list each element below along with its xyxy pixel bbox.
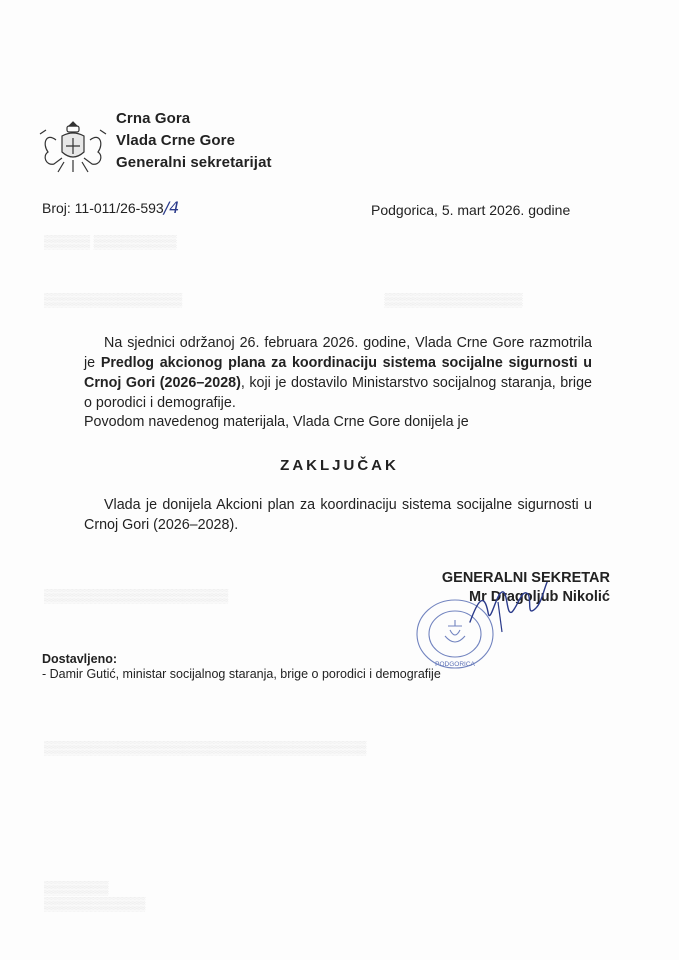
header-secretariat: Generalni sekretarijat: [116, 154, 272, 171]
header-country: Crna Gora: [116, 110, 191, 127]
bleed-through-text: ▒▒▒▒▒▒▒▒▒▒▒▒▒▒▒ ▒▒▒▒▒▒▒▒▒▒▒▒▒▒▒: [44, 292, 523, 307]
bleed-through-text: ▒▒▒▒▒▒▒▒▒▒▒▒▒▒▒▒▒▒▒▒▒▒▒▒▒▒▒▒▒▒▒▒▒▒▒: [44, 740, 367, 755]
stamp-city-text: PODGORICA: [435, 661, 475, 668]
signatory-role: GENERALNI SEKRETAR: [441, 570, 610, 586]
document-title: ZAKLJUČAK: [280, 457, 399, 474]
issuer-header: [116, 108, 272, 174]
plan-title-bold: Predlog akcionog plana za koordinaciju sistema socijalne sigurnosti u Crnoj Gori (2026–2028): [84, 355, 592, 391]
header-government: Vlada Crne Gore: [116, 132, 236, 149]
paragraph-decision-text: Povodom navedenog materijala, Vlada Crne Gore donijela je: [84, 414, 469, 430]
paragraph-conclusion: [84, 495, 592, 535]
paragraph-intro-end: , koji je dostavilo Ministarstvo socijalnog staranja, brige o porodici i demografije.: [84, 375, 592, 411]
paragraph-intro: [84, 333, 592, 413]
paragraph-conclusion-text: Vlada je donijela Akcioni plan za koordinaciju sistema socijalne sigurnosti u Crnoj Gori (2026–2028).: [84, 497, 592, 533]
montenegro-coat-of-arms-icon: [38, 116, 108, 178]
delivery-label: Dostavljeno:: [42, 652, 118, 666]
place-and-date: Podgorica, 5. mart 2026. godine: [371, 202, 571, 218]
paragraph-intro-start: Na sjednici održanoj 26. februara 2026. godine, Vlada Crne Gore razmotrila je: [84, 335, 592, 371]
reference-number-text: Broj: 11-011/26-593: [42, 200, 164, 216]
bleed-through-text: ▒▒▒▒▒▒▒: [44, 880, 109, 895]
signatory-name: Mr Dragoljub Nikolić: [469, 589, 610, 605]
reference-handwritten-suffix: /4: [163, 198, 180, 217]
handwritten-signature: [440, 582, 560, 646]
bleed-through-text: ▒▒▒▒▒▒▒▒▒▒▒▒▒▒▒▒▒▒▒▒: [44, 588, 229, 603]
bleed-through-text: ▒▒▒▒▒▒▒▒▒▒▒: [44, 896, 146, 911]
delivery-recipient: - Damir Gutić, ministar socijalnog staranja, brige o porodici i demografije: [42, 667, 441, 681]
delivery-list: [42, 652, 441, 682]
reference-number: [42, 198, 179, 217]
bleed-through-text: ▒▒▒▒▒ ▒▒▒▒▒▒▒▒▒: [44, 234, 177, 249]
paragraph-decision-intro: [84, 412, 592, 432]
